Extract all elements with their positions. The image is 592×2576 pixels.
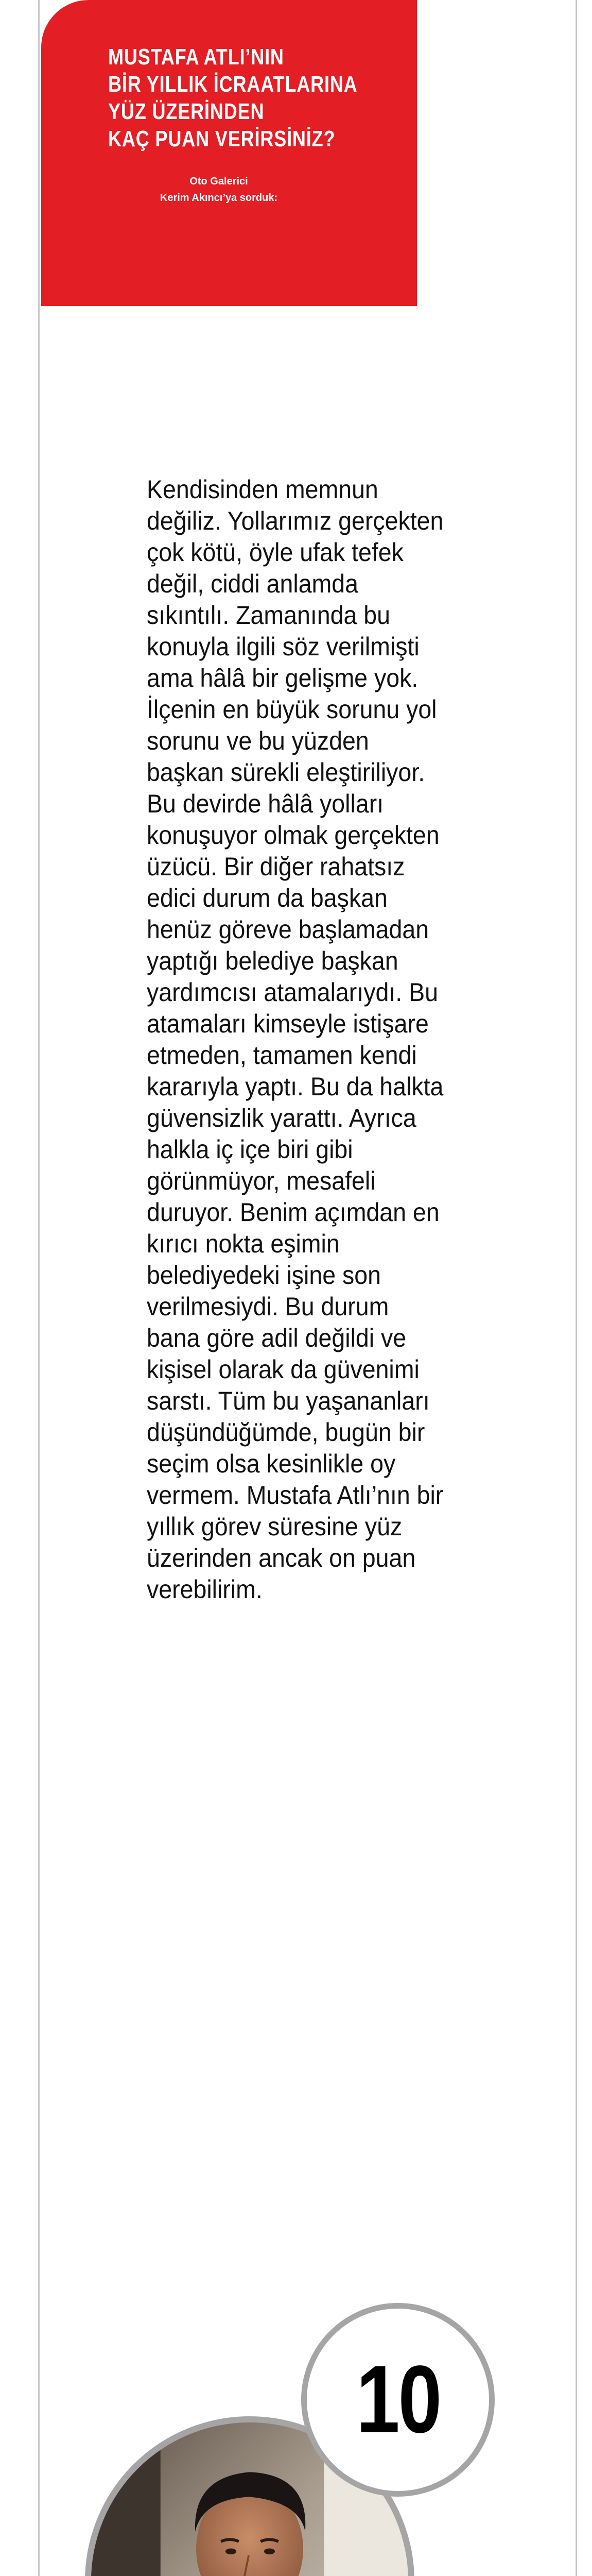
headline-line: BİR YILLIK İCRAATLARINA [108,72,358,97]
interviewee-occupation: Oto Galerici [189,176,248,187]
score-badge [301,2303,495,2497]
left-divider [38,0,40,2576]
headline-line: MUSTAFA ATLI’NIN [108,44,284,70]
headline-banner [41,0,417,306]
article-paragraph: Kendisinden memnun değiliz. Yollarımız gerçekten çok kötü, öyle ufak tefek değil, ciddi anlamda sıkıntılı. Zamanında bu konuyla ilgili söz verilmişti ama hâlâ bir gelişme yok. İlçenin en büyük sorunu yol sorunu ve bu yüzden başkan sürekli eleştiriliyor. Bu devirde hâlâ yolları konuşuyor olmak gerçekten üzücü. Bir diğer rahatsız edici durum da başkan henüz göreve başlamadan yaptığı belediye başkan yardımcısı atamalarıydı. Bu atamaları kimseyle istişare etmeden, tamamen kendi kararıyla yaptı. Bu da halkta güvensizlik yarattı. Ayrıca halkla iç içe biri gibi görünmüyor, mesafeli duruyor. Benim açımdan en kırıcı nokta eşimin belediyedeki işine son verilmesiydi. Bu durum bana göre adil değildi ve kişisel olarak da güvenimi sarstı. Tüm bu yaşananları düşündüğümde, bugün bir seçim olsa kesinlikle oy vermem. Mustafa Atlı’nın bir yıllık görev süresine yüz üzerinden ancak on puan verebilirim. [147,475,444,1604]
headline [108,43,361,152]
article-body [147,474,444,1605]
right-divider [576,0,577,2576]
headline-line: KAÇ PUAN VERİRSİNİZ? [108,126,336,151]
score-value: 10 [356,2346,440,2453]
headline-line: YÜZ ÜZERİNDEN [108,99,265,124]
interviewee-label [41,173,396,206]
interviewee-intro: Kerim Akıncı’ya sorduk: [160,192,278,204]
